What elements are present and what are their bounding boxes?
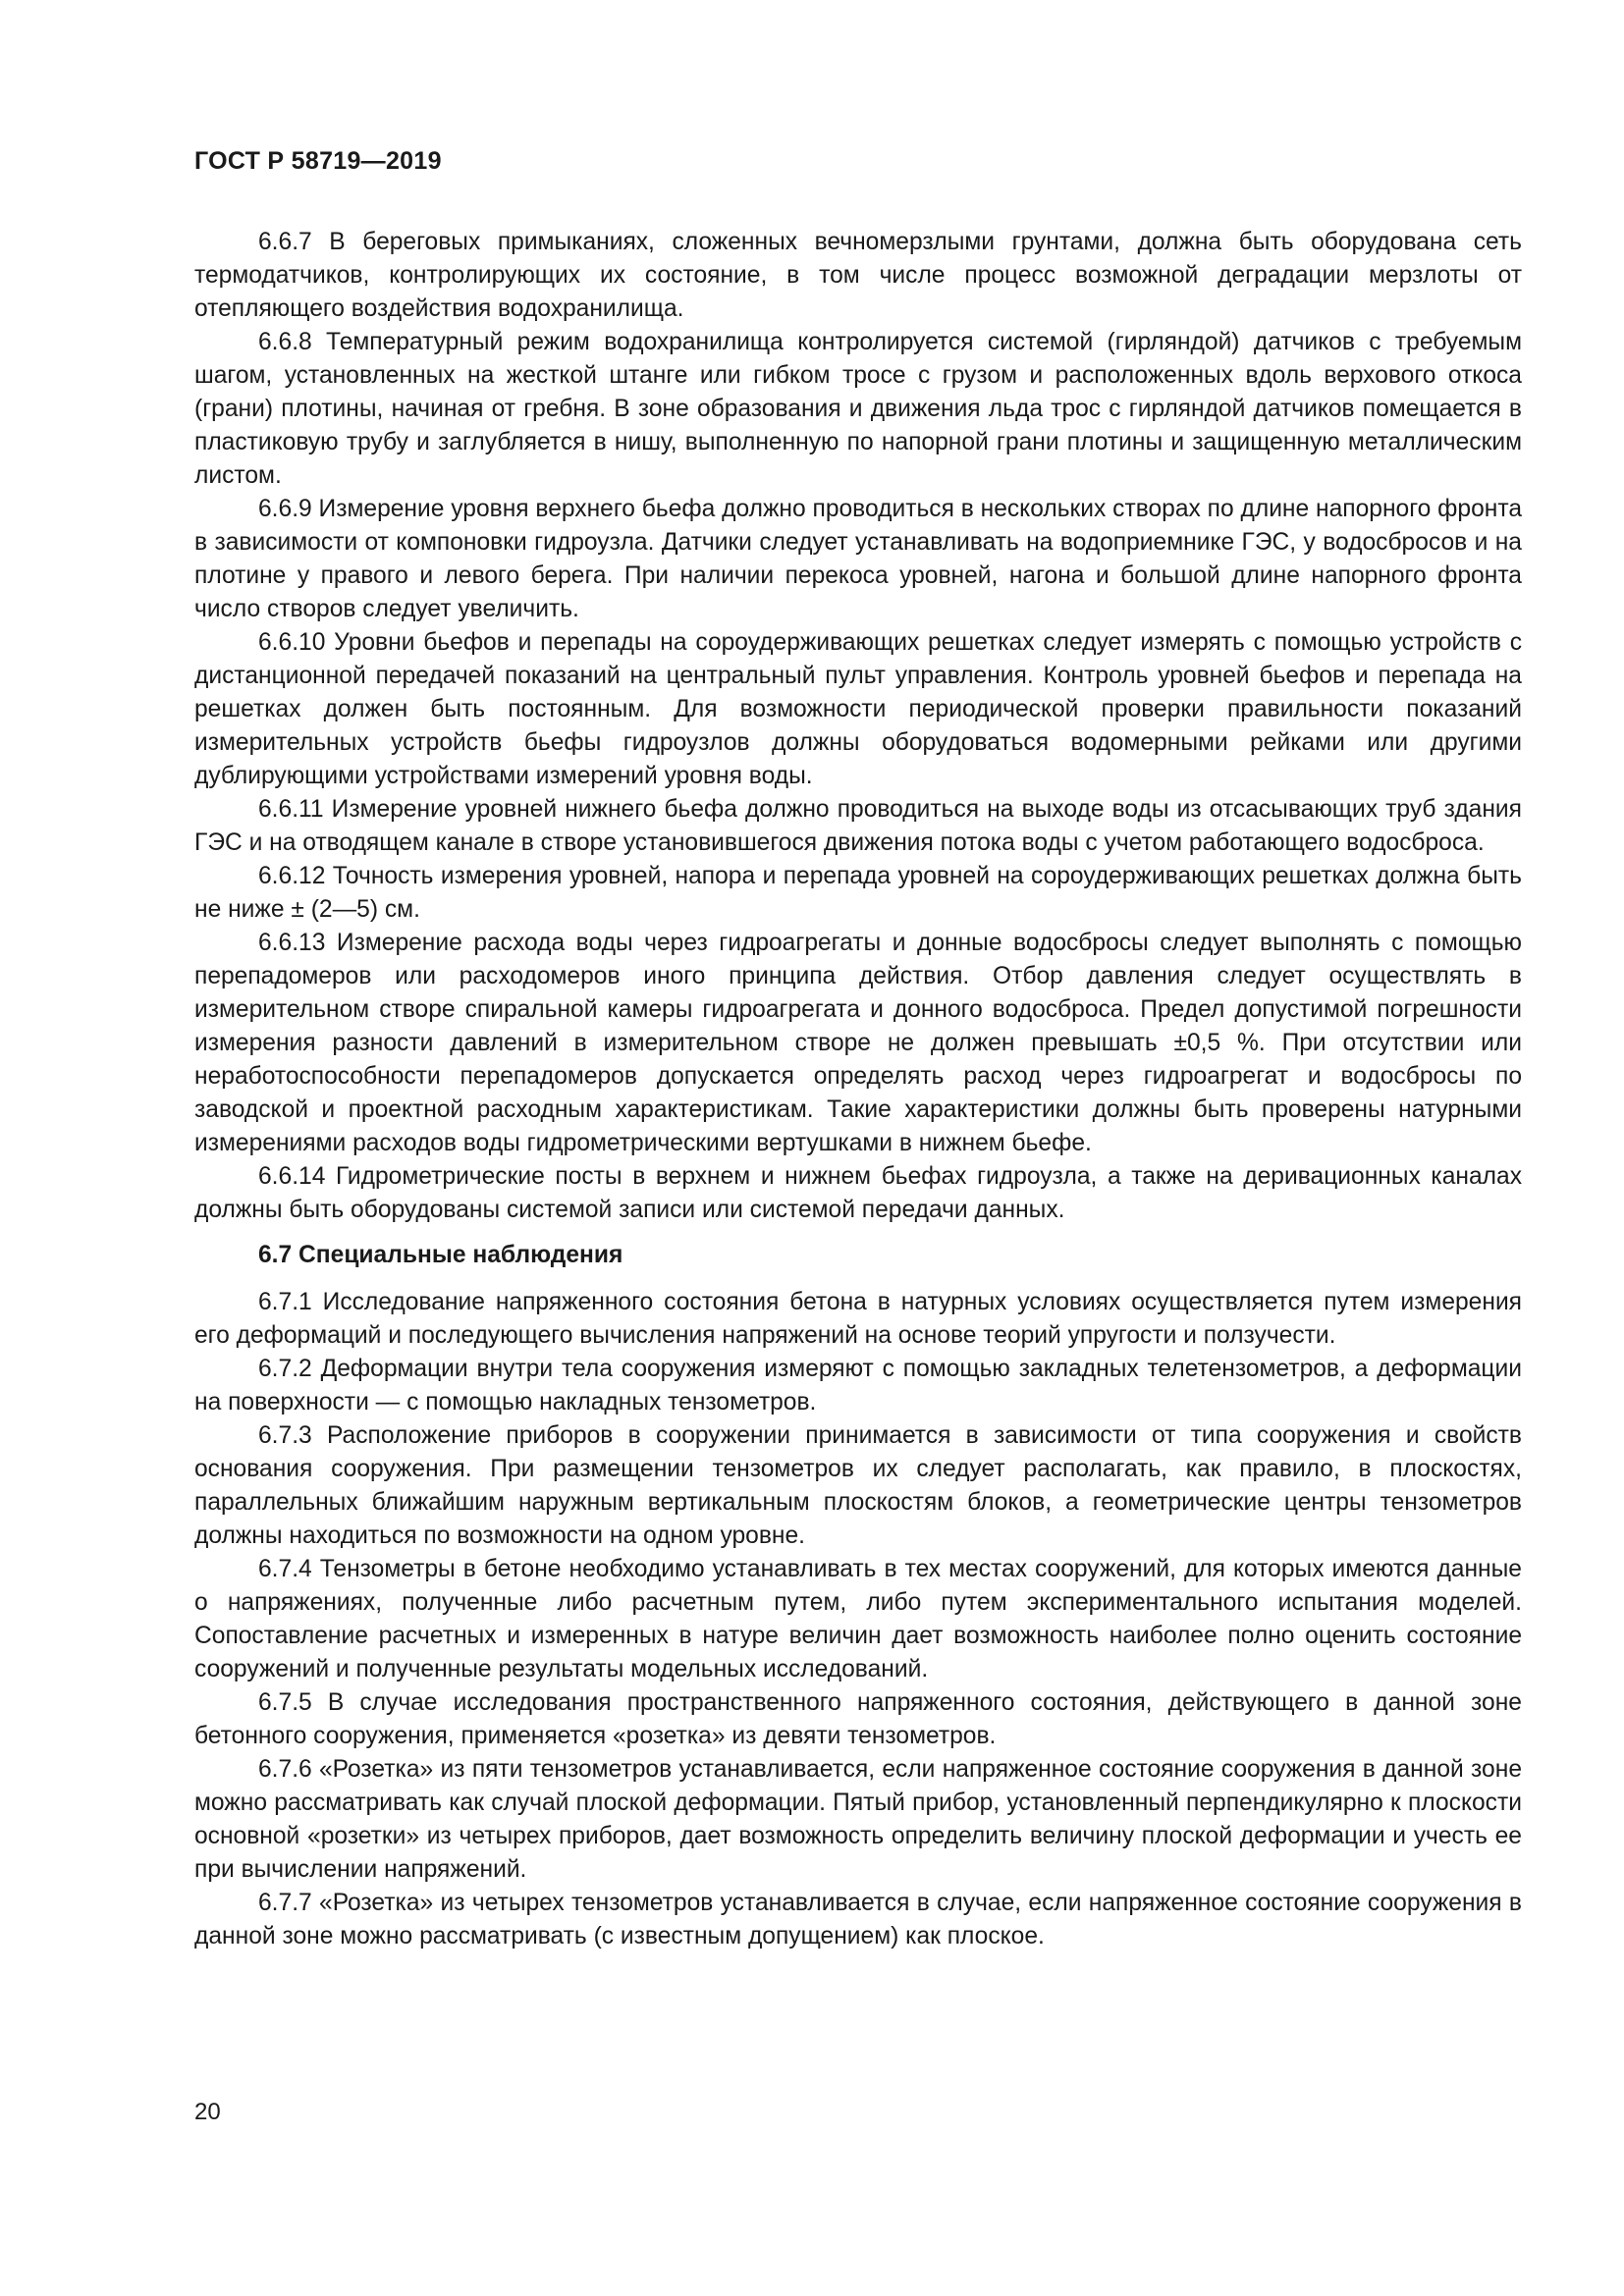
section-heading: 6.7 Специальные наблюдения [258,1242,623,1268]
paragraph-6-6-12: 6.6.12 Точность измерения уровней, напора и перепада уровней на сороудерживающих решетках должна быть не ниже ± (2—5) см. [194,863,1522,923]
document-header: ГОСТ Р 58719—2019 [194,147,442,175]
paragraph-6-6-13: 6.6.13 Измерение расхода воды через гидроагрегаты и донные водосбросы следует выполнять с помощью перепадомеров или расходомеров иного принципа действия. Отбор давления следует осуществлять в измерительном створе спиральной камеры гидроагрегата и донного водосброса. Предел допустимой погрешности измерения разности давлений в измерительном створе не должен превышать ±0,5 %. При отсутствии или неработоспособности перепадомеров допускается определять расход через гидроагрегат и водосбросы по заводской и проектной расходным характеристикам. Такие характеристики должны быть проверены натурными измерениями расходов воды гидрометрическими вертушками в нижнем бьефе. [194,930,1522,1156]
paragraph-6-7-1: 6.7.1 Исследование напряженного состояния бетона в натурных условиях осуществляется путем измерения его деформаций и последующего вычисления напряжений на основе теорий упругости и ползучести. [194,1289,1522,1349]
page-number: 20 [194,2099,221,2125]
paragraph-6-6-9: 6.6.9 Измерение уровня верхнего бьефа должно проводиться в нескольких створах по длине напорного фронта в зависимости от компоновки гидроузла. Датчики следует устанавливать на водоприемнике ГЭС, у водосбросов и на плотине у правого и левого берега. При наличии перекоса уровней, нагона и большой длине напорного фронта число створов следует увеличить. [194,496,1522,622]
paragraph-6-7-7: 6.7.7 «Розетка» из четырех тензометров устанавливается в случае, если напряженное состояние сооружения в данной зоне можно рассматривать (с известным допущением) как плоское. [194,1890,1522,1949]
paragraph-6-6-8: 6.6.8 Температурный режим водохранилища контролируется системой (гирляндой) датчиков с требуемым шагом, установленных на жесткой штанге или гибком тросе с грузом и расположенных вдоль верхового откоса (грани) плотины, начиная от гребня. В зоне образования и движения льда трос с гирляндой датчиков помещается в пластиковую трубу и заглубляется в нишу, выполненную по напорной грани плотины и защищенную металлическим листом. [194,329,1522,489]
paragraph-6-7-4: 6.7.4 Тензометры в бетоне необходимо устанавливать в тех местах сооружений, для которых имеются данные о напряжениях, полученные либо расчетным путем, либо путем экспериментального испытания моделей. Сопоставление расчетных и измеренных в натуре величин дает возможность наиболее полно оценить состояние сооружений и полученные результаты модельных исследований. [194,1556,1522,1682]
paragraph-6-7-2: 6.7.2 Деформации внутри тела сооружения измеряют с помощью закладных телетензометров, а деформации на поверхности — с помощью накладных тензометров. [194,1356,1522,1415]
document-body [194,226,1522,1953]
paragraph-6-7-3: 6.7.3 Расположение приборов в сооружении принимается в зависимости от типа сооружения и свойств основания сооружения. При размещении тензометров их следует располагать, как правило, в плоскостях, параллельных ближайшим наружным вертикальным плоскостям блоков, а геометрические центры тензометров должны находиться по возможности на одном уровне. [194,1422,1522,1549]
paragraph-6-6-7: 6.6.7 В береговых примыканиях, сложенных вечномерзлыми грунтами, должна быть оборудована сеть термодатчиков, контролирующих их состояние, в том числе процесс возможной деградации мерзлоты от отепляющего воздействия водохранилища. [194,229,1522,322]
paragraph-6-6-10: 6.6.10 Уровни бьефов и перепады на сороудерживающих решетках следует измерять с помощью устройств с дистанционной передачей показаний на центральный пульт управления. Контроль уровней бьефов и перепада на решетках должен быть постоянным. Для возможности периодической проверки правильности показаний измерительных устройств бьефы гидроузлов должны оборудоваться водомерными рейками или другими дублирующими устройствами измерений уровня воды. [194,629,1522,789]
paragraph-6-6-14: 6.6.14 Гидрометрические посты в верхнем и нижнем бьефах гидроузла, а также на деривационных каналах должны быть оборудованы системой записи или системой передачи данных. [194,1163,1522,1223]
paragraph-6-7-5: 6.7.5 В случае исследования пространственного напряженного состояния, действующего в данной зоне бетонного сооружения, применяется «розетка» из девяти тензометров. [194,1689,1522,1749]
paragraph-6-7-6: 6.7.6 «Розетка» из пяти тензометров устанавливается, если напряженное состояние сооружения в данной зоне можно рассматривать как случай плоской деформации. Пятый прибор, установленный перпендикулярно к плоскости основной «розетки» из четырех приборов, дает возможность определить величину плоской деформации и учесть ее при вычислении напряжений. [194,1756,1522,1883]
paragraph-6-6-11: 6.6.11 Измерение уровней нижнего бьефа должно проводиться на выходе воды из отсасывающих труб здания ГЭС и на отводящем канале в створе установившегося движения потока воды с учетом работающего водосброса. [194,796,1522,856]
